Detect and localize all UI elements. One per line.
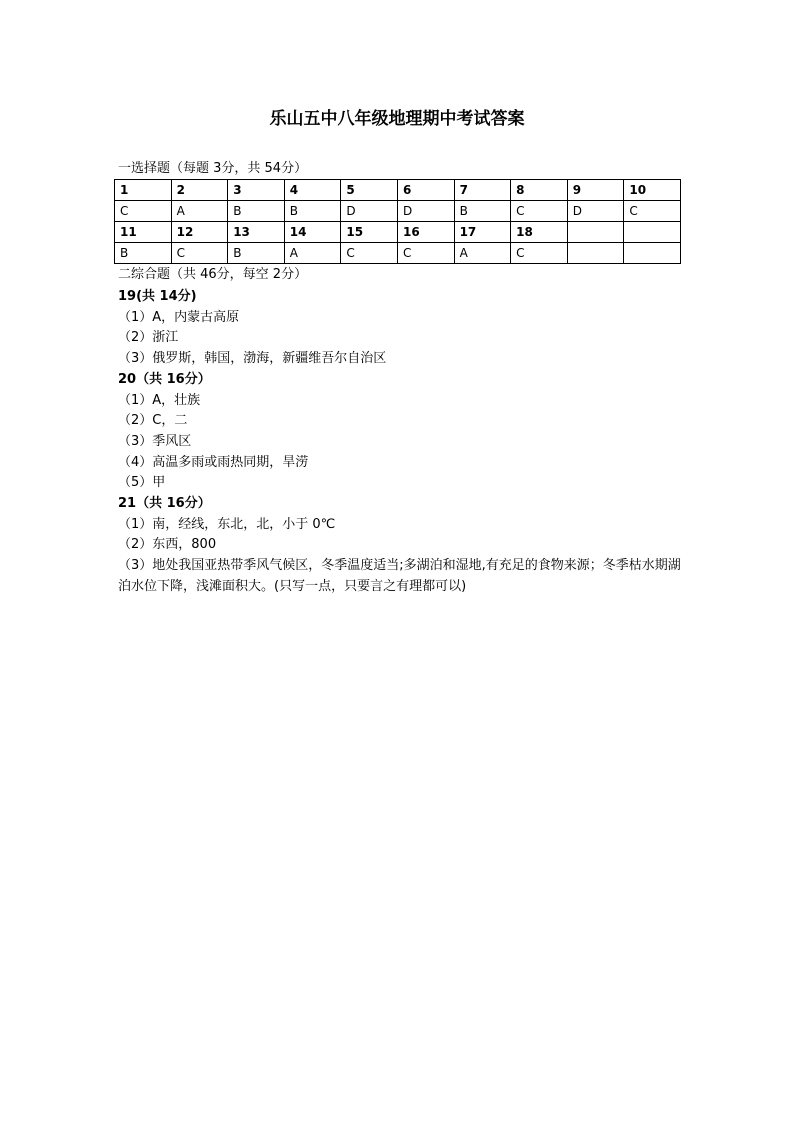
answer-cell: B — [454, 201, 511, 222]
answer-line: （1）A，内蒙古高原 — [118, 309, 240, 325]
question-number-cell: 17 — [454, 222, 511, 243]
answer-line: （2）浙江 — [118, 330, 179, 346]
section-1-label: 一选择题（每题 3分，共 54分） — [118, 161, 308, 176]
answer-line: （3）俄罗斯，韩国，渤海，新疆维吾尔自治区 — [118, 351, 387, 367]
answer-cell: B — [228, 243, 285, 264]
answer-line: （2）C，二 — [118, 413, 188, 429]
question-heading: 21（共 16分） — [118, 496, 211, 512]
question-number-cell: 1 — [115, 180, 172, 201]
answer-cell — [624, 243, 681, 264]
question-number-cell — [624, 222, 681, 243]
question-number-cell: 18 — [511, 222, 568, 243]
answer-lines — [118, 287, 688, 598]
question-heading: 20（共 16分） — [118, 371, 211, 387]
question-number-cell: 9 — [567, 180, 624, 201]
question-number-cell: 12 — [171, 222, 228, 243]
question-number-cell: 14 — [284, 222, 341, 243]
question-number-cell: 10 — [624, 180, 681, 201]
answer-line: （1）A，壮族 — [118, 392, 201, 408]
answer-cell: C — [624, 201, 681, 222]
answer-cell: D — [567, 201, 624, 222]
answer-cell: A — [284, 243, 341, 264]
question-number-cell: 4 — [284, 180, 341, 201]
question-number-cell: 5 — [341, 180, 398, 201]
answer-line: （3）季风区 — [118, 433, 192, 449]
answer-line: （5）甲 — [118, 475, 166, 491]
answer-cell: A — [171, 201, 228, 222]
answer-row — [115, 201, 681, 222]
question-number-cell: 6 — [397, 180, 454, 201]
question-heading: 19(共 14分) — [118, 289, 197, 304]
answer-cell: C — [341, 243, 398, 264]
answer-cell: B — [228, 201, 285, 222]
question-number-row — [115, 180, 681, 201]
answer-cell: C — [511, 243, 568, 264]
question-number-cell: 16 — [397, 222, 454, 243]
answer-cell: C — [115, 201, 172, 222]
answer-table — [114, 179, 681, 264]
question-number-cell: 15 — [341, 222, 398, 243]
answer-cell — [567, 243, 624, 264]
answer-cell: B — [115, 243, 172, 264]
answer-line: （3）地处我国亚热带季风气候区，冬季温度适当;多湖泊和湿地,有充足的食物来源；冬季枯水期湖泊水位下降，浅滩面积大。(只写一点，只要言之有理都可以) — [118, 558, 681, 594]
question-number-cell: 8 — [511, 180, 568, 201]
answer-row — [115, 243, 681, 264]
question-number-cell: 11 — [115, 222, 172, 243]
question-number-row — [115, 222, 681, 243]
answer-cell: B — [284, 201, 341, 222]
answer-cell: C — [511, 201, 568, 222]
question-number-cell: 13 — [228, 222, 285, 243]
answer-cell: D — [341, 201, 398, 222]
answer-cell: D — [397, 201, 454, 222]
question-number-cell: 7 — [454, 180, 511, 201]
question-number-cell — [567, 222, 624, 243]
answer-line: （1）南，经线，东北，北，小于 0℃ — [118, 516, 336, 532]
answer-line: （4）高温多雨或雨热同期，旱涝 — [118, 454, 309, 470]
answer-line: （2）东西，800 — [118, 537, 217, 553]
answer-cell: C — [171, 243, 228, 264]
answer-cell: A — [454, 243, 511, 264]
question-number-cell: 3 — [228, 180, 285, 201]
document-title: 乐山五中八年级地理期中考试答案 — [269, 109, 525, 129]
answer-cell: C — [397, 243, 454, 264]
question-number-cell: 2 — [171, 180, 228, 201]
section-2-label: 二综合题（共 46分，每空 2分） — [118, 267, 308, 282]
